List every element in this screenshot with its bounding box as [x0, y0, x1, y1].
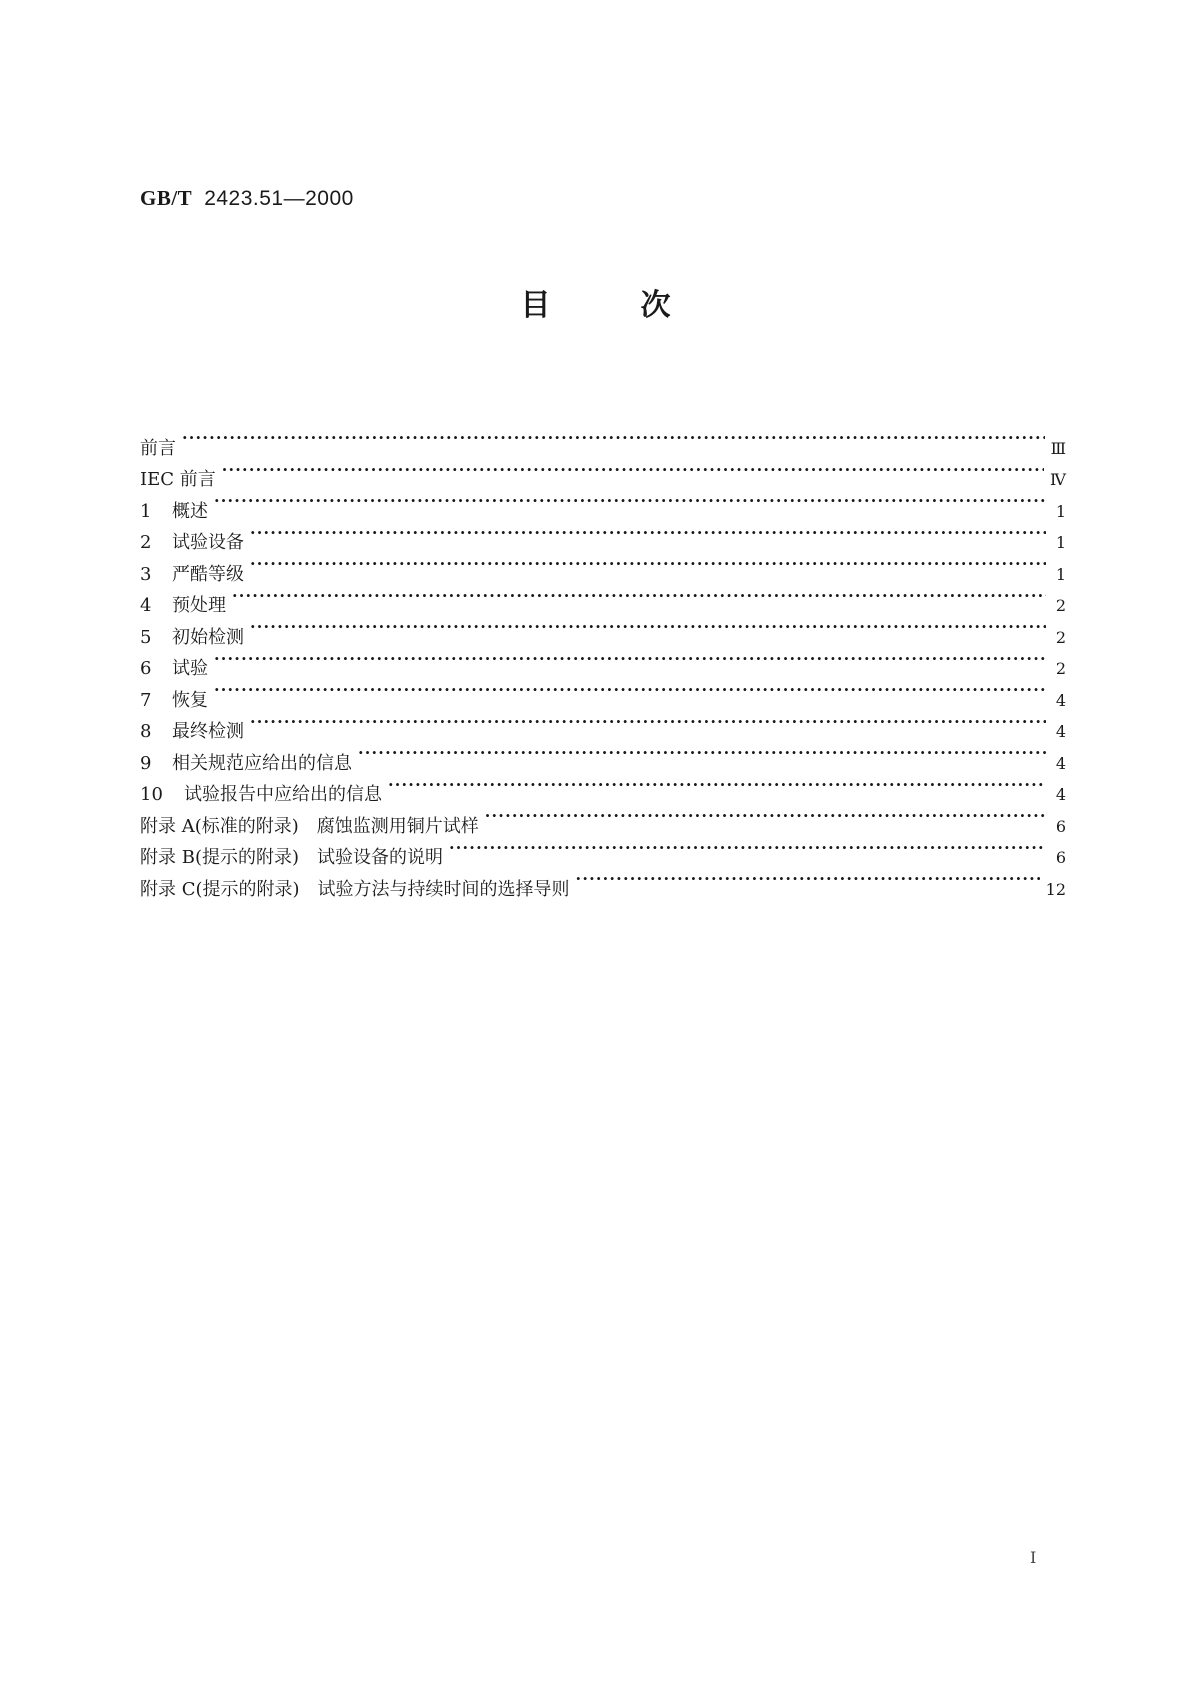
toc-entry-5[interactable] — [140, 611, 1066, 648]
toc-entry-4[interactable] — [140, 580, 1066, 616]
toc-entry-1[interactable] — [140, 485, 1066, 522]
document-number-value: 2423.51—2000 — [204, 187, 354, 210]
toc-entry-label: 5 初始检测 — [140, 622, 250, 654]
toc-entry-page: 1 — [1055, 501, 1066, 521]
toc-entry-label: 6 试验 — [140, 653, 214, 685]
toc-leader-dots — [449, 832, 1046, 864]
table-of-contents — [140, 422, 1066, 900]
toc-leader-dots — [214, 643, 1046, 675]
toc-leader-dots — [182, 422, 1045, 454]
toc-entry-page: 2 — [1055, 596, 1066, 615]
toc-leader-dots — [576, 863, 1040, 895]
toc-leader-dots — [485, 800, 1046, 832]
toc-entry-page: 2 — [1055, 627, 1066, 647]
toc-entry-page: Ⅲ — [1050, 438, 1066, 458]
toc-leader-dots — [222, 454, 1044, 486]
toc-entry-number: 3 — [140, 563, 152, 585]
toc-leader-dots — [250, 517, 1046, 549]
toc-leader-dots — [214, 485, 1046, 517]
toc-entry-iec-preface[interactable] — [140, 454, 1066, 490]
toc-entry-number: 2 — [140, 532, 152, 553]
toc-entry-number: 1 — [140, 500, 152, 522]
toc-entry-page: 1 — [1055, 533, 1066, 552]
toc-leader-dots — [388, 769, 1046, 801]
toc-entry-6[interactable] — [140, 643, 1066, 679]
toc-entry-7[interactable] — [140, 674, 1066, 711]
toc-entry-page: 4 — [1055, 785, 1066, 804]
document-number-prefix: GB/T — [140, 186, 193, 210]
toc-entry-preface[interactable] — [140, 422, 1066, 459]
toc-entry-page: 6 — [1055, 848, 1066, 867]
toc-entry-9[interactable] — [140, 737, 1066, 774]
toc-leader-dots — [250, 706, 1046, 738]
page-title: 目次 — [520, 288, 761, 323]
toc-entry-label: IEC 前言 — [140, 469, 216, 490]
toc-entry-page: 6 — [1055, 816, 1066, 836]
page-number: I — [1030, 1548, 1037, 1567]
toc-leader-dots — [232, 580, 1046, 612]
toc-entry-number: 7 — [140, 689, 152, 711]
toc-leader-dots — [250, 611, 1046, 643]
toc-entry-label: 3 严酷等级 — [140, 559, 250, 591]
toc-entry-number: 6 — [140, 658, 152, 679]
toc-entry-number: 4 — [140, 595, 152, 616]
toc-entry-label: 1 概述 — [140, 496, 214, 528]
toc-leader-dots — [214, 674, 1046, 706]
toc-entry-label: 附录 C(提示的附录) 试验方法与持续时间的选择导则 — [140, 878, 570, 900]
toc-entry-label: 附录 A(标准的附录) 腐蚀监测用铜片试样 — [140, 815, 479, 837]
toc-entry-page: 12 — [1045, 879, 1066, 899]
toc-entry-number: 5 — [140, 626, 152, 648]
toc-entry-3[interactable] — [140, 548, 1066, 585]
toc-entry-page: 4 — [1055, 690, 1066, 710]
toc-entry-page: 1 — [1055, 564, 1066, 584]
toc-entry-label: 7 恢复 — [140, 685, 214, 717]
toc-entry-page: 4 — [1055, 753, 1066, 773]
toc-leader-dots — [250, 548, 1046, 580]
toc-entry-label: 附录 B(提示的附录) 试验设备的说明 — [140, 847, 443, 868]
toc-entry-number: 9 — [140, 752, 152, 774]
toc-leader-dots — [358, 737, 1046, 769]
toc-entry-page: Ⅳ — [1050, 470, 1066, 489]
toc-entry-label: 前言 — [140, 437, 176, 459]
toc-entry-label: 2 试验设备 — [140, 527, 250, 559]
toc-entry-number: 10 — [140, 784, 163, 805]
toc-entry-page: 4 — [1055, 722, 1066, 741]
toc-entry-label: 4 预处理 — [140, 590, 232, 622]
toc-entry-label: 10 试验报告中应给出的信息 — [140, 779, 388, 811]
toc-entry-page: 2 — [1055, 659, 1066, 678]
document-number — [140, 186, 354, 211]
toc-entry-label: 8 最终检测 — [140, 716, 250, 748]
toc-entry-label: 9 相关规范应给出的信息 — [140, 748, 358, 780]
toc-entry-2[interactable] — [140, 517, 1066, 553]
toc-entry-number: 8 — [140, 721, 152, 742]
toc-entry-8[interactable] — [140, 706, 1066, 742]
